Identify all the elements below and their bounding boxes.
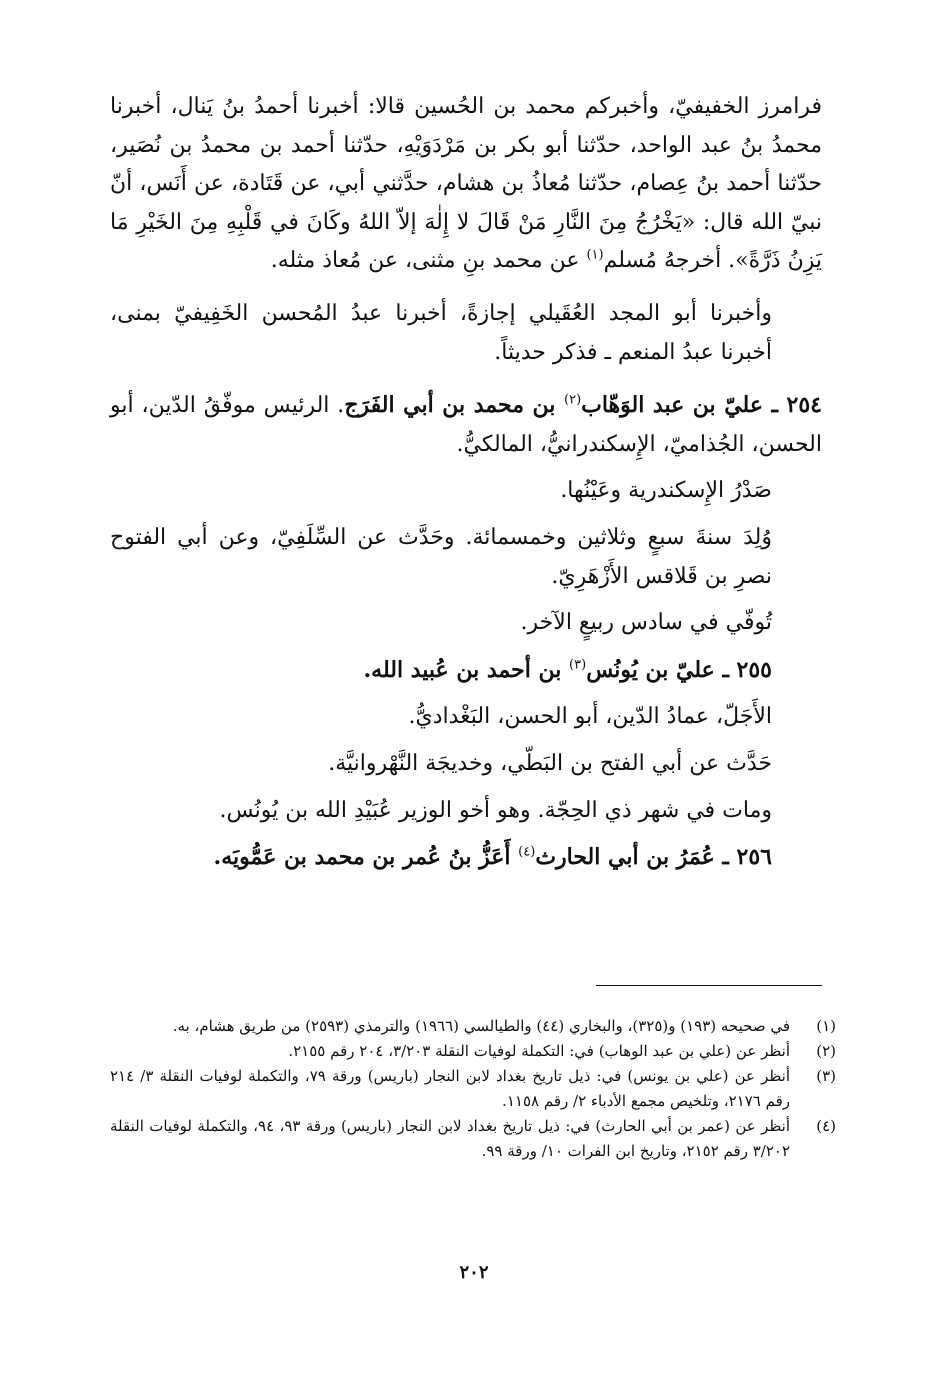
footnote-text: أنظر عن (علي بن يونس) في: ذيل تاريخ بغداد لابن النجار (باريس) ورقة ٧٩، والتكملة لوفيات النقلة ٣/ ٢١٤ رقم ٢١٧٦، وتلخيص مجمع الأدباء ٢/ رقم ١١٥٨. [110,1067,791,1110]
entry-254-description: . الرئيس موفّقُ الدّين، أبو الحسن، الجُذاميّ، الإِسكندرانيُّ، المالكيُّ. [110,393,822,457]
entry-256 [110,838,822,878]
footnote-number: (٣) [816,1067,836,1085]
paragraph-death: تُوفّي في سادس ربيعٍ الآخر. [520,610,772,636]
footnote-text: أنظر عن (عمر بن أبي الحارث) في: ذيل تاريخ بغداد لابن النجار (باريس) ورقة ٩٣، ٩٤، والتكملة لوفيات النقلة ٣/٢٠٢ رقم ٢١٥٢، وتاريخ ابن الفرات ١٠/ ورقة ٩٩. [110,1117,791,1160]
footnote-ref-4: (٤) [518,844,536,860]
footnote-ref-2: (٢) [564,392,582,408]
entry-254 [110,386,822,464]
footnote-text: في صحيحه (١٩٣) و(٣٢٥)، والبخاري (٤٤) والطيالسي (١٩٦٦) والترمذي (٢٥٩٣) من طريق هشام، به. [172,1017,790,1035]
entry-255 [110,651,822,691]
footnote-number: (٤) [816,1117,836,1135]
paragraph-birth: وُلِدَ سنةَ سبعٍ وثلاثين وخمسمائة. وحَدَّث عن السِّلَفِيّ، وعن أبي الفتوح نصرِ بن قَلاقس الأَزْهَرِيّ. [110,524,772,589]
footnote-number: (٢) [816,1042,836,1060]
entry-256-heading-cont: أَعَزُّ بنُ عُمر بن محمد بن عَمُّويَه. [213,844,519,871]
paragraph-hadith-tail: عن محمد بنِ مثنى، عن مُعاذ مثله. [270,248,587,274]
entry-254-heading-cont: بن محمد بن أبي الفَرَج [344,392,564,419]
footnote-separator [596,985,822,986]
entry-255-heading: ٢٥٥ ـ عليّ بن يُونُس [586,656,772,683]
entry-256-heading: ٢٥٦ ـ عُمَرُ بن أبي الحارث [535,844,772,871]
footnote-2 [110,1039,836,1064]
footnote-3 [110,1064,836,1114]
paragraph-titles: الأَجَلّ، عمادُ الدّين، أبو الحسن، البَغْداديُّ. [408,704,772,730]
footnote-4 [110,1114,836,1164]
entry-255-heading-cont: بن أحمد بن عُبيد الله. [363,656,570,683]
paragraph-death-2: ومات في شهر ذي الحِجّة. وهو أخو الوزير عُبَيْدِ الله بن يُونُس. [219,797,772,823]
footnote-ref-1: (١) [586,248,604,264]
paragraph-narration: حَدَّث عن أبي الفتح بن البَطّي، وخديجَة النَّهْروانيَّة. [328,750,772,776]
paragraph-sadr: صَدْرُ الإِسكندرية وعَيْنُها. [560,478,772,504]
paragraph-hadith [110,88,822,281]
footnote-number: (١) [816,1017,836,1035]
footnote-text: أنظر عن (علي بن عبد الوهاب) في: التكملة لوفيات النقلة ٣/٢٠٣، ٢٠٤ رقم ٢١٥٥. [288,1042,790,1060]
page-number: ٢٠٢ [459,1262,489,1283]
entry-254-heading: ٢٥٤ ـ عليّ بن عبد الوَهّاب [581,392,822,419]
paragraph-hadith-text: فرامرز الخفيفيّ، وأخبركم محمد بن الحُسين قالا: أخبرنا أحمدُ بنُ يَنال، أخبرنا محمدُ بنُ عبد الواحد، حدّثنا أبو بكر بن مَرْدَوَيْهِ، حدّثنا أحمد بن محمدُ بن نُصَير، حدّثنا أحمد بنُ عِصام، حدّثنا مُعاذُ بن هشام، حدَّثني أبي، عن قَتَادة، عن أَنَس، أنّ نبيّ الله قال: «يَخْرُجُ مِنَ النَّارِ مَنْ قَالَ لا إِلٰهَ إلاّ اللهُ وكَانَ في قَلْبِهِ مِنَ الخَيْرِ مَا يَزِنُ ذَرَّةً». أخرجهُ مُسلم [110,94,822,274]
main-text [110,88,822,878]
footnote-1 [110,1014,836,1039]
footnotes [110,1014,836,1164]
paragraph-ijaza: وأخبرنا أبو المجد العُقَيلي إجازةً، أخبرنا عبدُ المُحسن الخَفِيفيّ بمنى، أخبرنا عبدُ المنعم ـ فذكر حديثاً. [110,300,772,365]
footnote-ref-3: (٣) [569,657,587,673]
